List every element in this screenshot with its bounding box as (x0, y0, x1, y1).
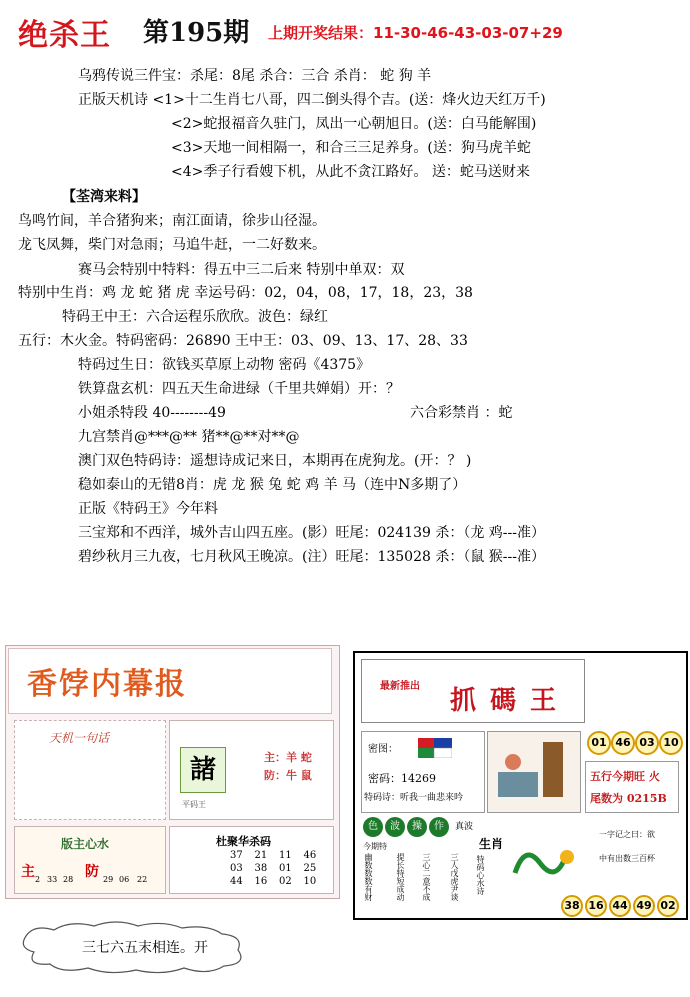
text-line: 龙飞凤舞，柴门对急雨；马追牛赶，一二好数来。 (18, 237, 326, 253)
number-ball: 03 (635, 731, 659, 755)
text-line: 赛马会特别中特料：得五中三二后来 特别中单双：双 (78, 262, 405, 278)
issue-number: 第195期 (143, 18, 250, 48)
banzhu-num: 33 (47, 875, 58, 884)
pingma-box (169, 720, 334, 820)
shengxiao-label: 生肖 (479, 837, 504, 851)
text-line: 特码过生日：欲钱买草原上动物 密码《4375》 (78, 357, 371, 373)
text-line: 特别中生肖：鸡 龙 蛇 猪 虎 幸运号码：02，04，08，17，18，23，38 (18, 285, 473, 301)
section-heading: 【荃湾来料】 (62, 189, 146, 205)
cloud-text: 三七六五末相连。开 (82, 940, 208, 956)
color-row (363, 817, 473, 837)
today-label: 今期特 (363, 842, 387, 851)
text-line: 五行：木火金。特码密码：26890 王中王：03、09、13、17、28、33 (18, 333, 468, 349)
text-line: 特码王中王：六合运程乐欣欣。波色：绿红 (62, 309, 328, 325)
grid-number: 16 (254, 876, 268, 887)
banzhu-box (14, 826, 166, 894)
wuxing-box (585, 761, 679, 813)
grid-number: 03 (230, 863, 243, 874)
grid-number: 01 (279, 863, 292, 874)
left-poster-title-box (8, 648, 332, 714)
right-poster-title: 抓碼王 (450, 686, 571, 716)
number-ball: 16 (585, 895, 607, 917)
grid-number: 11 (279, 850, 292, 861)
grid-number: 44 (230, 876, 243, 887)
grid-number: 21 (254, 850, 268, 861)
tema-poem: 特码诗：听我一曲悲来吟 (364, 793, 464, 803)
number-ball: 10 (659, 731, 683, 755)
text-line: 铁算盘玄机：四五天生命进绿（千里共婵娟）开：？ (78, 381, 400, 397)
weishu-text: 尾数为 0215B (590, 792, 667, 805)
verse: 特码心水诗 (476, 855, 485, 895)
grid-number: 46 (303, 850, 317, 861)
color-tag: 真波 (455, 822, 474, 832)
text-line: <2>蛇报福音久驻门，凤出一心朝旭日。(送：白马能解围) (171, 116, 537, 132)
text-line: 正版《特码王》今年料 (78, 501, 218, 517)
text-line: 乌鸦传说三件宝：杀尾：8尾 杀合：三合 杀肖： 蛇 狗 羊 (78, 68, 432, 84)
mima-label: 密图： (368, 744, 398, 755)
tianji-title: 天机一句话 (49, 731, 110, 745)
color-box: 色 (363, 817, 383, 837)
pingma-line-2: 防：牛 鼠 (264, 769, 312, 782)
text-line: 小姐杀特段 40--------49 (78, 405, 226, 421)
banzhu-label-fang: 防 (85, 864, 99, 880)
number-ball: 49 (633, 895, 655, 917)
text-line: 九宫禁肖@***@** 猪**@**对**@ (78, 429, 300, 445)
wuxing-text: 五行今期旺 火 (590, 770, 660, 783)
pingma-small: 平码王 (182, 800, 206, 809)
grid-number: 37 (230, 850, 243, 861)
last-result: 上期开奖结果：11-30-46-43-03-07+29 (268, 24, 563, 42)
cloud-bubble (12, 918, 252, 976)
color-box: 作 (429, 817, 449, 837)
color-box: 波 (385, 817, 405, 837)
banzhu-num: 22 (137, 875, 148, 884)
verse: 提长特短成动 (396, 853, 405, 901)
text-line: 鸟鸣竹间，羊合猪狗来；南江面请，徐步山径湿。 (18, 213, 326, 229)
left-poster-title: 香饽内幕报 (27, 667, 187, 702)
text-line: 三宝郑和不西洋，城外吉山四五座。(影）旺尾：024139 杀：（龙 鸡---准） (78, 525, 545, 541)
text-line: <3>天地一间相隔一，和合三三足养身。(送：狗马虎羊蛇 (171, 140, 531, 156)
number-ball: 46 (611, 731, 635, 755)
banzhu-title: 版主心水 (61, 837, 110, 851)
zhong-label: 中有出数三百杯 (599, 854, 655, 863)
banzhu-label-main: 主 (21, 864, 35, 880)
color-box: 操 (407, 817, 427, 837)
dujuhua-grid (230, 849, 328, 888)
yizi-label: 一字记之曰：欲 (599, 830, 655, 839)
banzhu-num: 2 (35, 875, 41, 884)
left-poster (5, 645, 340, 899)
flag-icon (418, 738, 452, 758)
number-ball: 01 (587, 731, 611, 755)
dujuhua-title: 杜聚华杀码 (216, 835, 271, 848)
text-line: 稳如泰山的无错8肖：虎 龙 猴 兔 蛇 鸡 羊 马（连中N多期了） (78, 477, 467, 493)
text-line: 澳门双色特码诗：遥想诗成记来日，本期再在虎狗龙。(开：？ ) (78, 453, 472, 469)
verse: 三人戊虎尹谈 (450, 853, 459, 901)
text-line: 碧纱秋月三九夜，七月秋风王晚凉。(注）旺尾：135028 杀：（鼠 猴---准） (78, 549, 545, 565)
poster-illustration (487, 731, 581, 813)
latest-tag: 最新推出 (380, 681, 420, 692)
big-char: 諸 (180, 747, 226, 793)
page-title: 绝杀王 (18, 18, 111, 53)
tianji-box (14, 720, 166, 820)
grid-number: 02 (279, 876, 292, 887)
number-ball: 02 (657, 895, 679, 917)
dujuhua-box (169, 826, 334, 894)
grid-number: 38 (254, 863, 268, 874)
text-line: <4>季子行看嫂下机，从此不贪江路好。 送：蛇马送财来 (171, 164, 530, 180)
banzhu-num: 28 (63, 875, 74, 884)
mima-code: 密码：14269 (368, 772, 436, 785)
right-poster-title-box (361, 659, 585, 723)
grid-number: 25 (303, 863, 317, 874)
right-poster (353, 651, 688, 920)
zodiac-illustration (505, 833, 585, 893)
banzhu-num: 29 (103, 875, 114, 884)
number-ball: 44 (609, 895, 631, 917)
grid-number: 10 (303, 876, 317, 887)
verse: 幽数数数有财 (364, 853, 373, 901)
text-line: 六合彩禁肖 ：蛇 (410, 405, 513, 421)
banzhu-num: 06 (119, 875, 130, 884)
text-line: 正版天机诗 <1>十二生肖七八哥，四二倒头得个吉。(送：烽火边天红万千) (78, 92, 546, 108)
verse: 三心二意不成 (422, 853, 431, 901)
pingma-line-1: 主：羊 蛇 (264, 751, 312, 764)
number-ball: 38 (561, 895, 583, 917)
mima-box (361, 731, 485, 813)
